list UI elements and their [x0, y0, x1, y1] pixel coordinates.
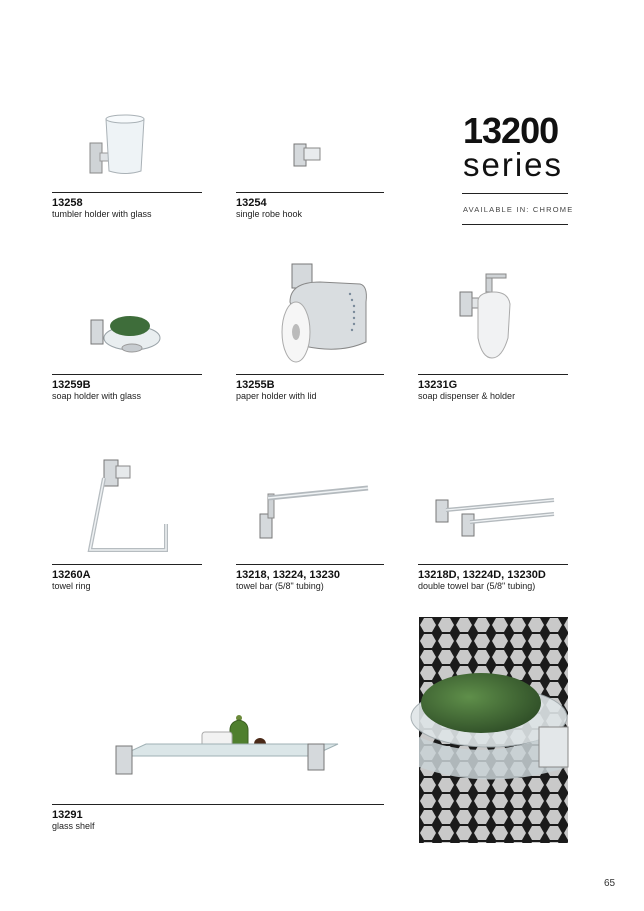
divider	[236, 374, 384, 375]
glass-shelf-image	[112, 704, 342, 778]
divider	[52, 804, 384, 805]
product-description: tumbler holder with glass	[52, 209, 152, 219]
towel-bar-image	[258, 484, 370, 540]
series-number: 13200	[463, 110, 559, 151]
product-code: 13259B	[52, 379, 91, 391]
product-code: 13255B	[236, 379, 275, 391]
product-description: paper holder with lid	[236, 391, 317, 401]
product-code: 13231G	[418, 379, 458, 391]
product-code: 13291	[52, 809, 83, 821]
soap-dispenser-image	[458, 268, 514, 362]
product-code: 13260A	[52, 569, 91, 581]
divider	[418, 374, 568, 375]
towel-ring-image	[86, 458, 172, 558]
paper-holder-image	[280, 262, 370, 366]
divider	[52, 564, 202, 565]
double-towel-bar-image	[434, 494, 556, 542]
divider	[236, 564, 384, 565]
product-description: double towel bar (5/8" tubing)	[418, 581, 536, 591]
divider	[418, 564, 568, 565]
product-description: glass shelf	[52, 821, 95, 831]
divider	[462, 193, 568, 194]
soap-holder-image	[90, 312, 162, 354]
divider	[52, 374, 202, 375]
product-code: 13218, 13224, 13230	[236, 569, 340, 581]
availability-label: AVAILABLE IN: CHROME	[463, 205, 574, 214]
product-description: towel ring	[52, 581, 91, 591]
series-word: series	[463, 146, 564, 183]
lifestyle-photo	[419, 617, 568, 843]
product-code: 13254	[236, 197, 267, 209]
product-description: soap holder with glass	[52, 391, 142, 401]
product-code: 13258	[52, 197, 83, 209]
robe-hook-image	[292, 140, 322, 170]
product-description: towel bar (5/8" tubing)	[236, 581, 324, 591]
divider	[462, 224, 568, 225]
product-description: single robe hook	[236, 209, 303, 219]
product-code: 13218D, 13224D, 13230D	[418, 569, 546, 581]
tumbler-holder-image	[88, 113, 158, 177]
divider	[52, 192, 202, 193]
divider	[236, 192, 384, 193]
product-description: soap dispenser & holder	[418, 391, 516, 401]
page-number: 65	[604, 878, 616, 889]
